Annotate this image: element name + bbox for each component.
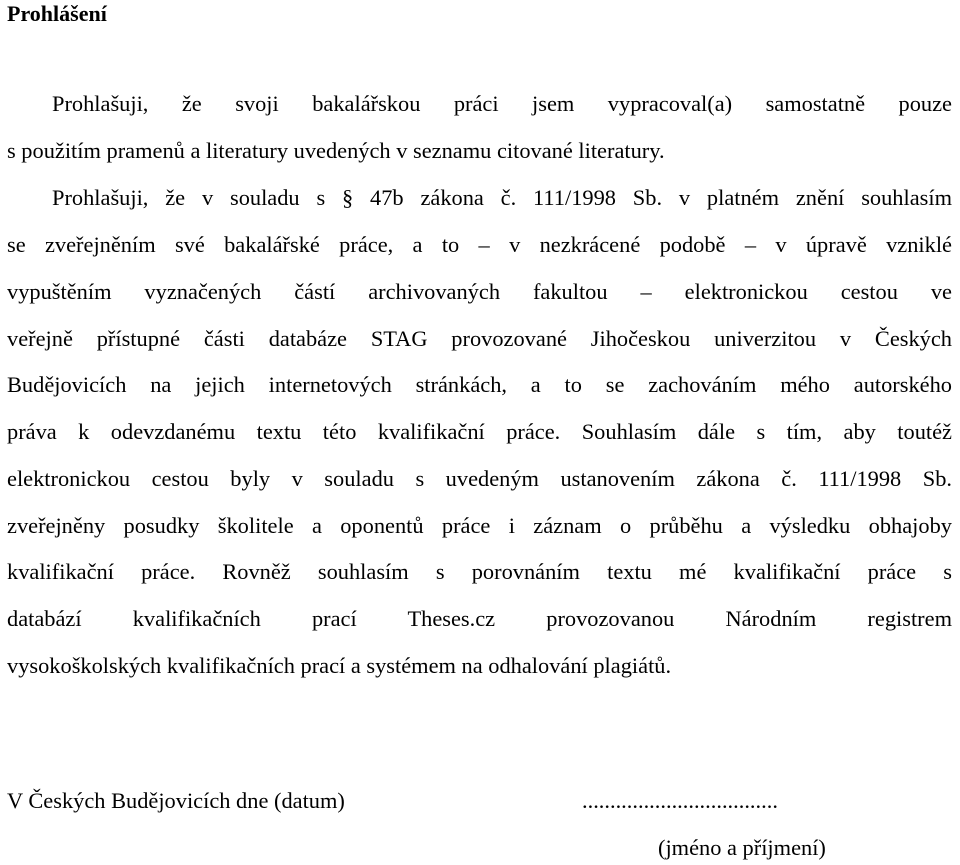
paragraph-line: zveřejněny posudky školitele a oponentů práce i záznam o průběhu a výsledku obhajoby bbox=[7, 513, 952, 538]
signature-place-date: V Českých Budějovicích dne (datum) bbox=[7, 788, 345, 813]
page-title: Prohlášení bbox=[7, 1, 107, 26]
signature-line: ................................... bbox=[582, 788, 778, 813]
paragraph-line: vypuštěním vyznačených částí archivovaných fakultou – elektronickou cestou ve bbox=[7, 279, 952, 304]
signature-name: (jméno a příjmení) bbox=[658, 835, 826, 860]
paragraph-line: s použitím pramenů a literatury uvedených v seznamu citované literatury. bbox=[7, 138, 665, 163]
paragraph-line: kvalifikační práce. Rovněž souhlasím s porovnáním textu mé kvalifikační práce s bbox=[7, 559, 952, 584]
paragraph-line: práva k odevzdanému textu této kvalifikační práce. Souhlasím dále s tím, aby toutéž bbox=[7, 419, 952, 444]
paragraph-line: Budějovicích na jejich internetových stránkách, a to se zachováním mého autorského bbox=[7, 372, 952, 397]
paragraph-line: vysokoškolských kvalifikačních prací a systémem na odhalování plagiátů. bbox=[7, 653, 672, 678]
paragraph-line: elektronickou cestou byly v souladu s uvedeným ustanovením zákona č. 111/1998 Sb. bbox=[7, 466, 952, 491]
paragraph-line: se zveřejněním své bakalářské práce, a to – v nezkrácené podobě – v úpravě vzniklé bbox=[7, 232, 952, 257]
paragraph-line: Prohlašuji, že v souladu s § 47b zákona č. 111/1998 Sb. v platném znění souhlasím bbox=[52, 185, 952, 210]
paragraph-line: veřejně přístupné části databáze STAG provozované Jihočeskou univerzitou v Českých bbox=[7, 326, 952, 351]
paragraph-line: databází kvalifikačních prací Theses.cz provozovanou Národním registrem bbox=[7, 606, 952, 631]
paragraph-line: Prohlašuji, že svoji bakalářskou práci jsem vypracoval(a) samostatně pouze bbox=[52, 91, 952, 116]
